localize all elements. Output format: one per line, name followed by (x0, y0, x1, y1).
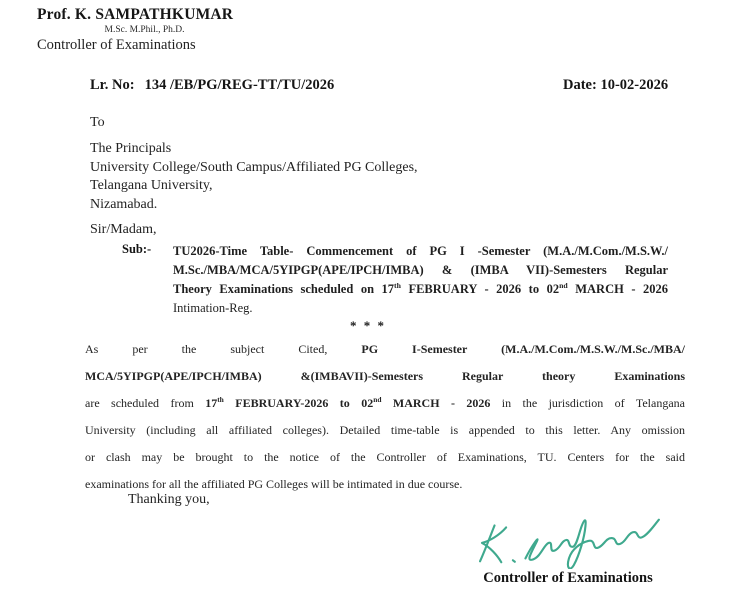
signature-strokes (480, 520, 659, 569)
text-line: TU2026-Time Table- Commencement of PG I -Semester (M.A./M.Com./M.S.W./ (173, 244, 668, 258)
address-block (90, 115, 418, 214)
address-to: To (90, 115, 105, 130)
body-paragraph (85, 336, 685, 498)
text-line: or clash may be brought to the notice of the Controller of Examinations, TU. Centers for the said (85, 450, 685, 464)
closing-thanks: Thanking you, (128, 492, 210, 507)
letter-number (90, 77, 334, 94)
signatory-title: Controller of Examinations (483, 570, 653, 586)
subject-label: Sub:- (122, 242, 152, 256)
text-line: University (including all affiliated colleges). Detailed time-table is appended to this letter. Any omission (85, 423, 685, 437)
text-line: are scheduled from 17th FEBRUARY-2026 to 02nd MARCH - 2026 in the jurisdiction of Telangana (85, 395, 685, 410)
date-value: 10-02-2026 (600, 77, 669, 93)
date-label: Date: (563, 77, 597, 93)
salutation: Sir/Madam, (90, 222, 157, 237)
text-line: M.Sc./MBA/MCA/5YIPGP(APE/IPCH/IMBA) & (IMBA VII)-Semesters Regular (173, 263, 668, 277)
subject-block (122, 242, 668, 318)
address-line: University College/South Campus/Affiliated PG Colleges, (90, 159, 418, 175)
officer-title: Controller of Examinations (37, 37, 196, 53)
letter-number-label: Lr. No: (90, 77, 135, 93)
letter-date (563, 77, 668, 94)
text-line: Theory Examinations scheduled on 17th FEBRUARY - 2026 to 02nd MARCH - 2026 (173, 280, 668, 296)
address-line: Telangana University, (90, 178, 213, 193)
text-line: MCA/5YIPGP(APE/IPCH/IMBA) &(IMBAVII)-Semesters Regular theory Examinations (85, 369, 685, 383)
address-line: Nizamabad. (90, 196, 158, 212)
letter-number-value: 134 /EB/PG/REG-TT/TU/2026 (144, 77, 335, 93)
text-line: As per the subject Cited, PG I-Semester (M.A./M.Com./M.S.W./M.Sc./MBA/ (85, 342, 685, 356)
address-line: The Principals (90, 141, 172, 156)
star-separator: * * * (350, 318, 386, 333)
letterhead (37, 6, 252, 54)
signature-image (468, 511, 668, 569)
text-line: examinations for all the affiliated PG Colleges will be intimated in due course. (85, 477, 463, 491)
officer-qualifications: M.Sc. M.Phil., Ph.D. (104, 25, 185, 35)
officer-name: Prof. K. SAMPATHKUMAR (37, 6, 234, 23)
text-line: Intimation-Reg. (173, 301, 253, 315)
subject-text (173, 242, 668, 318)
